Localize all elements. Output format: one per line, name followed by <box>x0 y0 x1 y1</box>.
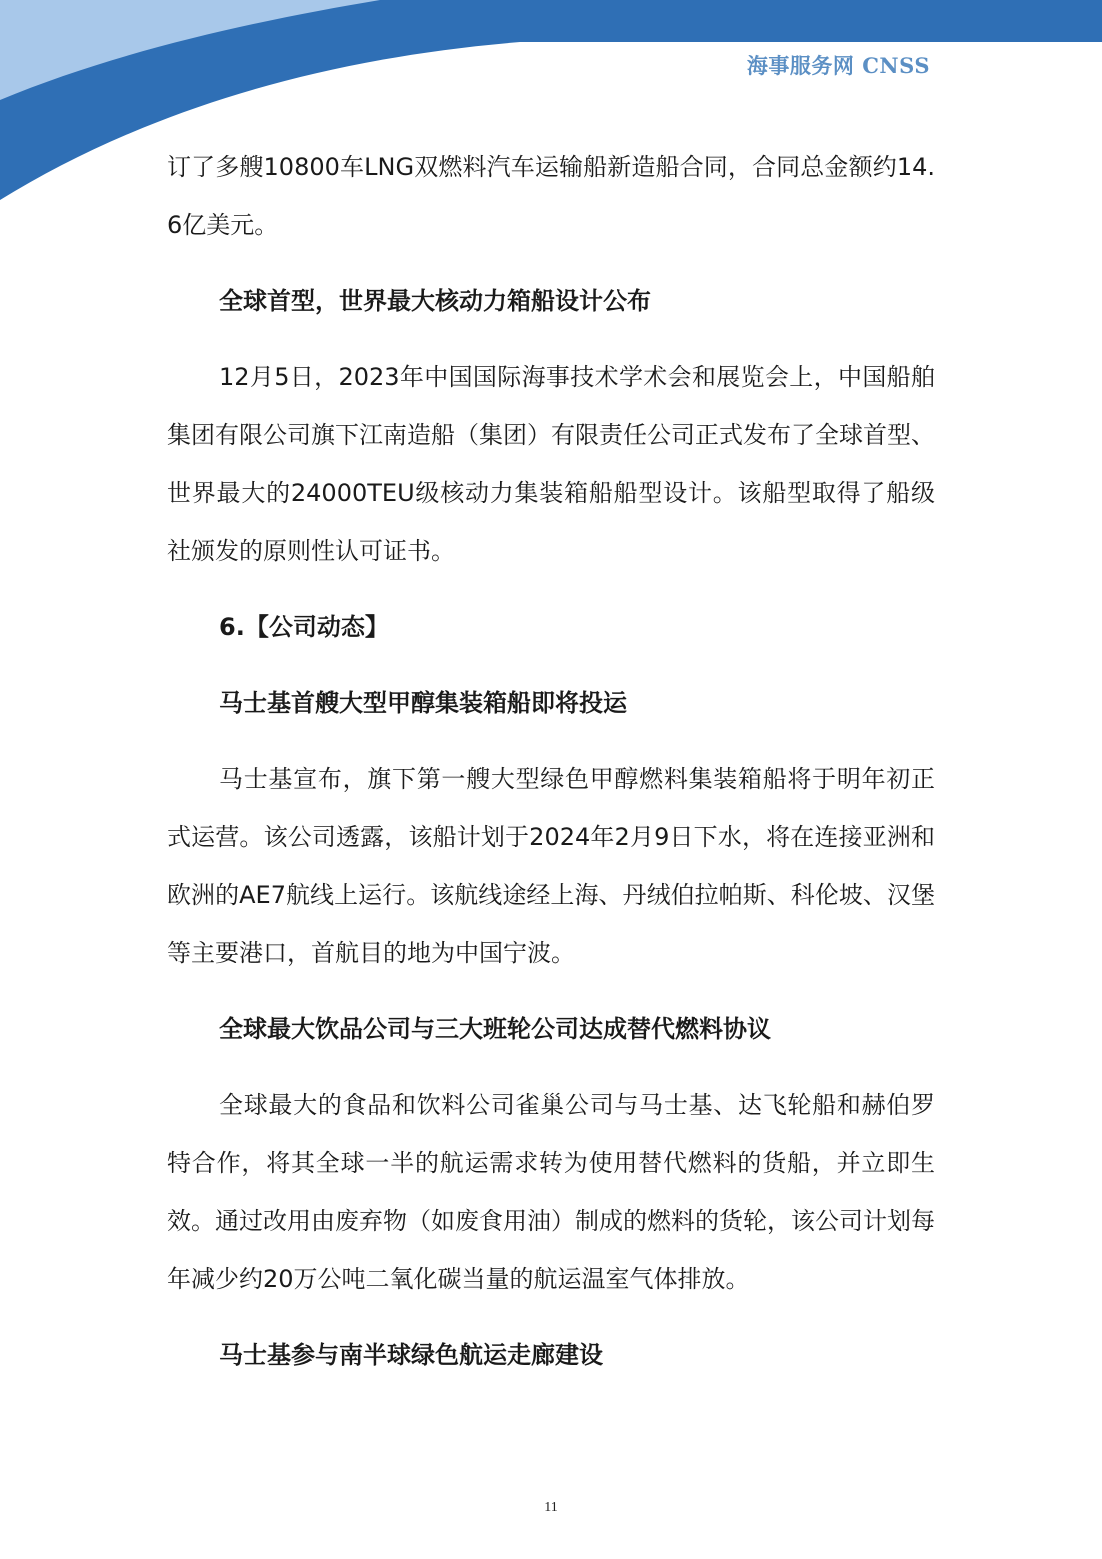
article-heading-green-corridor: 马士基参与南半球绿色航运走廊建设 <box>219 1341 603 1369</box>
section-heading-company-news: 6.【公司动态】 <box>219 613 389 641</box>
article-heading-maersk-methanol: 马士基首艘大型甲醇集装箱船即将投运 <box>219 689 627 717</box>
paragraph-nuclear-ship: 12月5日，2023年中国国际海事技术学术会和展览会上，中国船舶集团有限公司旗下江南造船（集团）有限责任公司正式发布了全球首型、世界最大的24000TEU级核动力集装箱船船型设计。该船型取得了船级社颁发的原则性认可证书。 <box>167 363 935 565</box>
article-heading-nestle-fuel: 全球最大饮品公司与三大班轮公司达成替代燃料协议 <box>219 1015 771 1043</box>
paragraph-maersk-methanol: 马士基宣布，旗下第一艘大型绿色甲醇燃料集装箱船将于明年初正式运营。该公司透露，该船计划于2024年2月9日下水，将在连接亚洲和欧洲的AE7航线上运行。该航线途经上海、丹绒伯拉帕斯、科伦坡、汉堡等主要港口，首航目的地为中国宁波。 <box>167 765 935 967</box>
paragraph-continued: 订了多艘10800车LNG双燃料汽车运输船新造船合同，合同总金额约14.6亿美元。 <box>167 153 935 239</box>
page-number: 11 <box>544 1500 558 1515</box>
document-body <box>167 138 935 1384</box>
brand-title: 海事服务网 CNSS <box>746 53 930 78</box>
paragraph-nestle-fuel: 全球最大的食品和饮料公司雀巢公司与马士基、达飞轮船和赫伯罗特合作，将其全球一半的航运需求转为使用替代燃料的货船，并立即生效。通过改用由废弃物（如废食用油）制成的燃料的货轮，该公司计划每年减少约20万公吨二氧化碳当量的航运温室气体排放。 <box>167 1091 935 1293</box>
article-heading-nuclear-ship: 全球首型，世界最大核动力箱船设计公布 <box>219 287 651 315</box>
